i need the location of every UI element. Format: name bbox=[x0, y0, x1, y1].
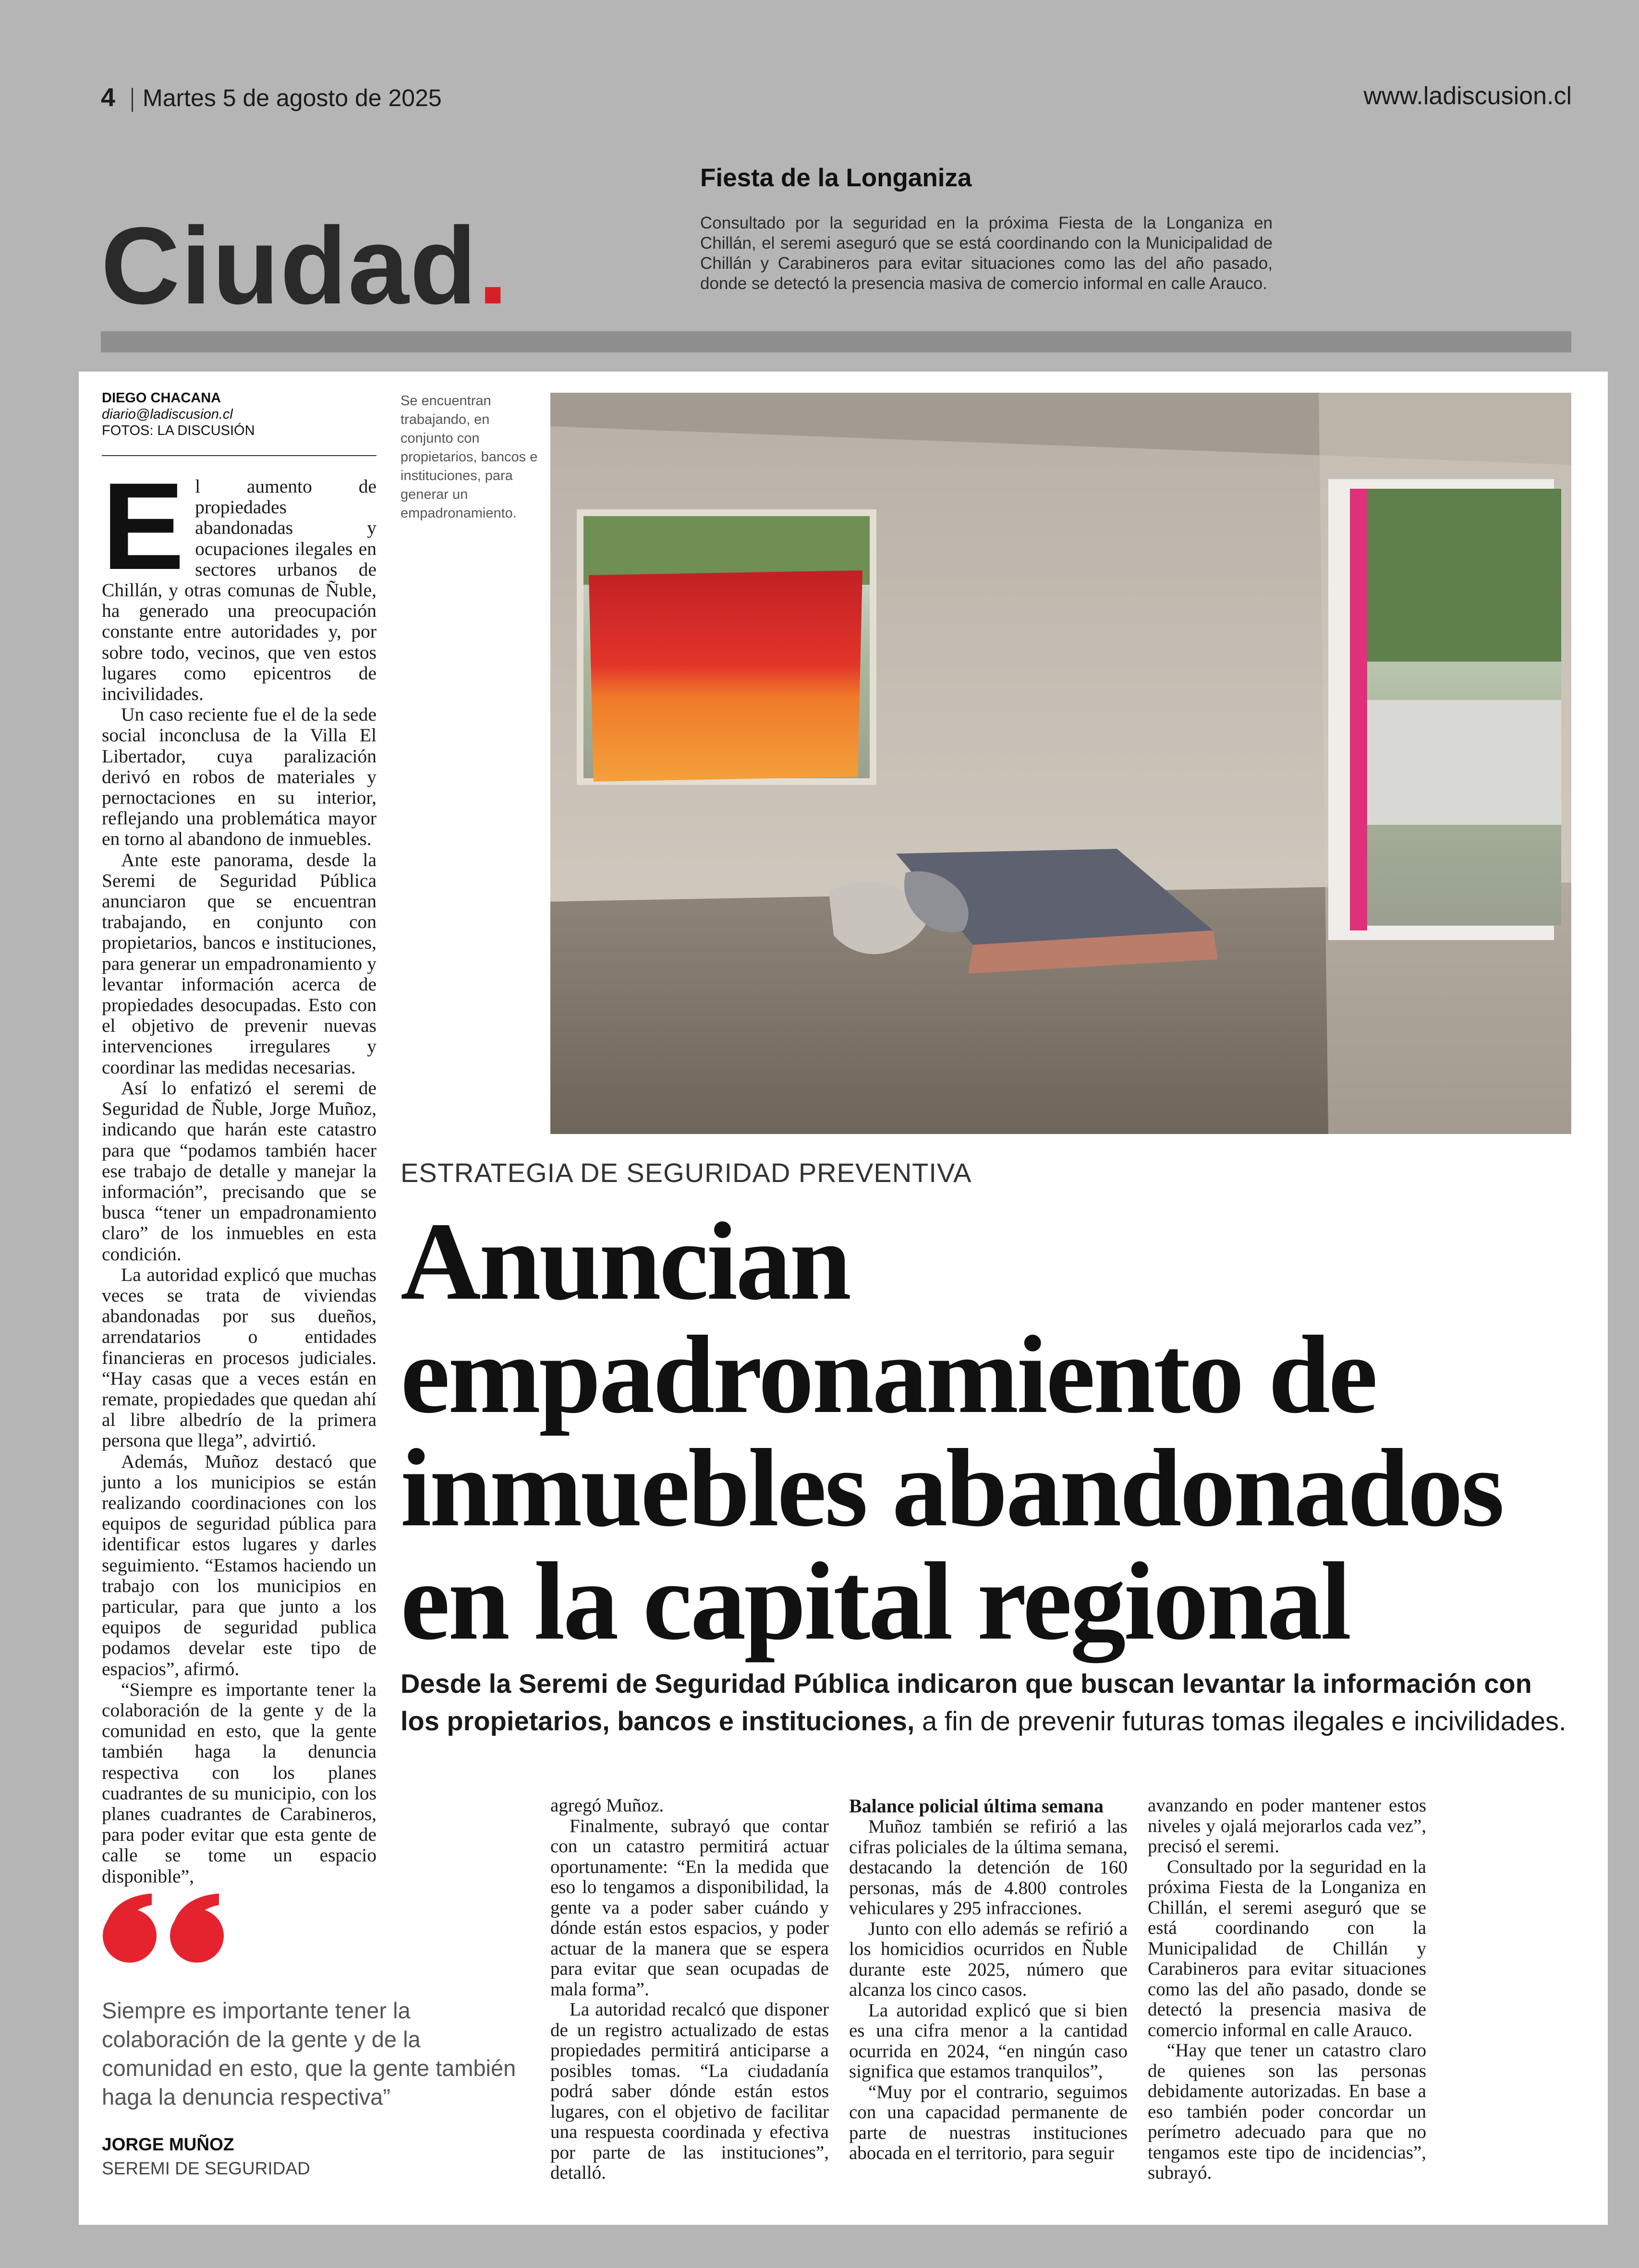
body-paragraph: Además, Muñoz destacó que junto a los municipios se están realizando coordinaciones con los equipos de seguridad pública para identificar estos lugares y darles seguimiento. “Estamos haciendo un trabajo con los municipios en particular, para que junto a los equipos de seguridad publica podamos develar este tipo de espacios”, afirmó. bbox=[102, 1450, 376, 1679]
issue-date: Martes 5 de agosto de 2025 bbox=[143, 84, 442, 111]
pull-quote-name: JORGE MUÑOZ bbox=[102, 2135, 234, 2154]
deck-rest: a fin de prevenir futuras tomas ilegales e incivilidades. bbox=[914, 1706, 1566, 1736]
body-paragraph: avanzando en poder mantener estos niveles y ojalá mejorarlos cada vez”, precisó el seremi. bbox=[1148, 1795, 1426, 1857]
pull-quote-text: Siempre es importante tener la colaboración de la gente y de la comunidad en esto, que la gente también haga la denuncia respectiva” bbox=[102, 1998, 516, 2110]
pull-quote-role: SEREMI DE SEGURIDAD bbox=[102, 2159, 310, 2178]
section-dot: . bbox=[477, 205, 509, 327]
deck-bold: Desde la Seremi de Seguridad Pública indicaron que buscan levantar la información con los propietarios, bancos e instituciones, bbox=[401, 1668, 1532, 1736]
drop-cap: E bbox=[102, 457, 185, 595]
photo-caption: Se encuentran trabajando, en conjunto con propietarios, bancos e instituciones, para generar un empadronamiento. bbox=[401, 393, 538, 521]
subheading: Balance policial última semana bbox=[849, 1795, 1104, 1817]
section-name: Ciudad bbox=[101, 205, 478, 327]
body-paragraph: Consultado por la seguridad en la próxima Fiesta de la Longaniza en Chillán, el seremi aseguró que se está coordinando con la Municipalidad de Chillán y Carabineros para evitar situaciones como las del año pasado, donde se detectó la presencia masiva de comercio informal en calle Arauco. bbox=[1148, 1856, 1426, 2040]
abandoned-room-photo bbox=[550, 393, 1571, 1134]
teaser-text: Consultado por la seguridad en la próxima Fiesta de la Longaniza en Chillán, el seremi aseguró que se está coordinando con la Municipalidad de Chillán y Carabineros para evitar situaciones como las del año pasado, donde se detectó la presencia masiva de comercio informal en calle Arauco. bbox=[700, 214, 1273, 293]
body-column-2 bbox=[550, 1796, 829, 2184]
body-paragraph: Ante este panorama, desde la Seremi de Seguridad Pública anunciaron que se encuentran trabajando, en conjunto con propietarios, bancos e instituciones, para generar un empadronamiento y levantar información acerca de propiedades desocupadas. Esto con el objetivo de prevenir nuevas intervenciones irregulares y coordinar las medidas necesarias. bbox=[102, 849, 376, 1078]
body-paragraph: La autoridad explicó que si bien es una cifra menor a la cantidad ocurrida en 2024, “en ningún caso significa que estamos tranquilos”, bbox=[849, 2000, 1128, 2082]
body-paragraph: Muñoz también se refirió a las cifras policiales de la última semana, destacando la detención de 160 personas, más de 4.800 controles vehiculares y 295 infracciones. bbox=[849, 1816, 1128, 1918]
body-paragraph: Así lo enfatizó el seremi de Seguridad de Ñuble, Jorge Muñoz, indicando que harán este catastro para que “podamos también hacer ese trabajo de detalle y manejar la información”, precisando que se busca “tener un empadronamiento claro” de los inmuebles en esta condición. bbox=[102, 1077, 376, 1265]
byline-email[interactable]: diario@ladiscusion.cl bbox=[102, 407, 233, 422]
page-number: 4 bbox=[101, 83, 116, 112]
byline-photos: FOTOS: LA DISCUSIÓN bbox=[102, 423, 255, 438]
body-paragraph: La autoridad recalcó que disponer de un registro actualizado de estas propiedades permitirá anticiparse a posibles tomas. “La ciudadanía podrá saber dónde están estos lugares, con el objetivo de facilitar una respuesta coordinada y efectiva por parte de las instituciones”, detalló. bbox=[550, 1999, 829, 2183]
body-paragraph: “Muy por el contrario, seguimos con una capacidad permanente de parte de nuestras instituciones abocada en el territorio, para seguir bbox=[849, 2081, 1128, 2163]
body-paragraph: La autoridad explicó que muchas veces se trata de viviendas abandonadas por sus dueños, arrendatarios o entidades financieras en procesos judiciales. “Hay casas que a veces están en remate, propiedades que quedan ahí al libre albedrío de la primera persona que llega”, advirtió. bbox=[102, 1264, 376, 1451]
quote-mark-icon bbox=[100, 1892, 230, 1964]
headline: Anuncian empadronamiento de inmuebles abandonados en la capital regional bbox=[401, 1200, 1503, 1663]
body-paragraph: Finalmente, subrayó que contar con un catastro permitirá actuar oportunamente: “En la medida que eso lo tengamos a disponibilidad, la gente va a poder saber cuándo y dónde están estos espacios, y poder actuar de la manera que se espera para evitar que sean ocupadas de mala forma”. bbox=[550, 1815, 829, 2000]
section-title bbox=[101, 205, 509, 327]
body-column-1 bbox=[102, 457, 376, 1887]
byline-author: DIEGO CHACANA bbox=[102, 390, 221, 406]
kicker: ESTRATEGIA DE SEGURIDAD PREVENTIVA bbox=[401, 1158, 972, 1188]
body-paragraph: “Hay que tener un catastro claro de quienes son las personas debidamente autorizadas. En base a eso también poder concordar un perímetro adecuado para que no tengamos este tipo de incidencias”, subrayó. bbox=[1148, 2040, 1426, 2183]
byline-rule bbox=[102, 455, 376, 456]
folio-divider bbox=[132, 88, 133, 112]
body-paragraph: Junto con ello además se refirió a los homicidios ocurridos en Ñuble durante este 2025, número que alcanza los cinco casos. bbox=[849, 1918, 1128, 2000]
deck bbox=[401, 1665, 1572, 1740]
body-column-4 bbox=[1148, 1796, 1426, 2184]
body-column-3 bbox=[849, 1796, 1128, 2164]
body-paragraph: El aumento de propiedades abandonadas y ocupaciones ilegales en sectores urbanos de Chillán, y otras comunas de Ñuble, ha generado una preocupación constante entre autoridades y, por sobre todo, vecinos, que ven estos lugares como epicentros de incivilidades. bbox=[102, 457, 376, 705]
byline bbox=[102, 390, 255, 439]
section-rule bbox=[101, 331, 1571, 352]
article-photo bbox=[550, 393, 1571, 1134]
website-link[interactable]: www.ladiscusion.cl bbox=[1363, 82, 1572, 110]
body-paragraph: Un caso reciente fue el de la sede social inconclusa de la Villa El Libertador, cuya paralización derivó en robos de materiales y pernoctaciones en su interior, reflejando una problemática mayor en torno al abandono de inmuebles. bbox=[102, 704, 376, 850]
teaser-title: Fiesta de la Longaniza bbox=[700, 164, 972, 192]
page-folio bbox=[101, 83, 442, 112]
body-paragraph: “Siempre es importante tener la colaboración de la gente y de la comunidad en esto, que la gente también haga la denuncia respectiva con los planes cuadrantes de su municipio, con los planes cuadrantes de Carabineros, para poder evitar que esta gente de calle se tome un espacio disponible”, bbox=[102, 1678, 376, 1887]
body-paragraph: agregó Muñoz. bbox=[550, 1795, 664, 1816]
